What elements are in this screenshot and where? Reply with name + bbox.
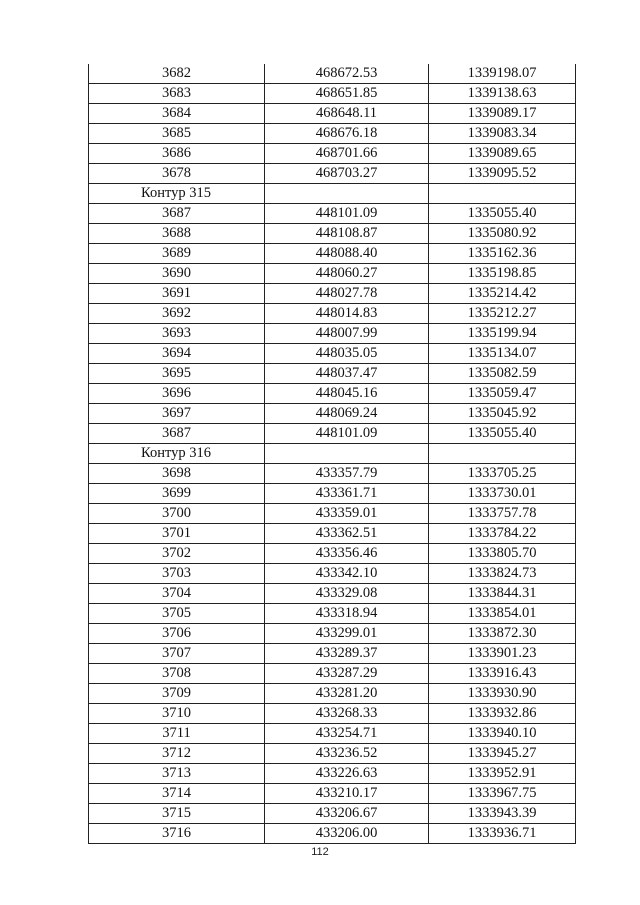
y-coordinate-cell: 1335082.59: [429, 364, 576, 384]
x-coordinate-cell: 468701.66: [265, 144, 429, 164]
point-number-cell: 3692: [89, 304, 265, 324]
y-coordinate-cell: 1333901.23: [429, 644, 576, 664]
x-coordinate-cell: 433236.52: [265, 744, 429, 764]
y-coordinate-cell: 1335045.92: [429, 404, 576, 424]
y-coordinate-cell: 1333844.31: [429, 584, 576, 604]
coordinates-table-body: [89, 64, 576, 844]
y-coordinate-cell: 1333930.90: [429, 684, 576, 704]
y-coordinate-cell: 1335134.07: [429, 344, 576, 364]
table-row: [89, 544, 576, 564]
y-coordinate-cell: 1339095.52: [429, 164, 576, 184]
table-row: [89, 304, 576, 324]
point-number-cell: 3682: [89, 64, 265, 84]
contour-header-row: [89, 184, 576, 204]
point-number-cell: 3687: [89, 424, 265, 444]
empty-cell: [429, 184, 576, 204]
table-row: [89, 524, 576, 544]
table-row: [89, 84, 576, 104]
table-row: [89, 264, 576, 284]
empty-cell: [265, 444, 429, 464]
y-coordinate-cell: 1333872.30: [429, 624, 576, 644]
table-row: [89, 164, 576, 184]
contour-header-row: [89, 444, 576, 464]
empty-cell: [429, 444, 576, 464]
point-number-cell: 3696: [89, 384, 265, 404]
x-coordinate-cell: 448069.24: [265, 404, 429, 424]
y-coordinate-cell: 1333705.25: [429, 464, 576, 484]
table-row: [89, 504, 576, 524]
table-row: [89, 64, 576, 84]
y-coordinate-cell: 1335198.85: [429, 264, 576, 284]
table-row: [89, 204, 576, 224]
point-number-cell: 3715: [89, 804, 265, 824]
x-coordinate-cell: 433357.79: [265, 464, 429, 484]
point-number-cell: 3707: [89, 644, 265, 664]
y-coordinate-cell: 1333943.39: [429, 804, 576, 824]
table-row: [89, 384, 576, 404]
table-row: [89, 824, 576, 844]
y-coordinate-cell: 1333945.27: [429, 744, 576, 764]
table-row: [89, 484, 576, 504]
table-row: [89, 124, 576, 144]
table-row: [89, 604, 576, 624]
table-row: [89, 464, 576, 484]
x-coordinate-cell: 433356.46: [265, 544, 429, 564]
point-number-cell: 3706: [89, 624, 265, 644]
x-coordinate-cell: 433361.71: [265, 484, 429, 504]
table-row: [89, 584, 576, 604]
x-coordinate-cell: 448101.09: [265, 424, 429, 444]
table-row: [89, 684, 576, 704]
y-coordinate-cell: 1335055.40: [429, 424, 576, 444]
table-row: [89, 644, 576, 664]
table-row: [89, 564, 576, 584]
point-number-cell: 3704: [89, 584, 265, 604]
point-number-cell: 3695: [89, 364, 265, 384]
x-coordinate-cell: 433210.17: [265, 784, 429, 804]
table-row: [89, 344, 576, 364]
table-row: [89, 784, 576, 804]
y-coordinate-cell: 1333757.78: [429, 504, 576, 524]
x-coordinate-cell: 448101.09: [265, 204, 429, 224]
table-row: [89, 284, 576, 304]
y-coordinate-cell: 1339089.17: [429, 104, 576, 124]
x-coordinate-cell: 433206.00: [265, 824, 429, 844]
point-number-cell: 3716: [89, 824, 265, 844]
point-number-cell: 3709: [89, 684, 265, 704]
point-number-cell: 3714: [89, 784, 265, 804]
point-number-cell: 3703: [89, 564, 265, 584]
table-row: [89, 744, 576, 764]
x-coordinate-cell: 448035.05: [265, 344, 429, 364]
x-coordinate-cell: 433254.71: [265, 724, 429, 744]
contour-label: Контур 316: [89, 444, 265, 464]
point-number-cell: 3701: [89, 524, 265, 544]
y-coordinate-cell: 1339138.63: [429, 84, 576, 104]
y-coordinate-cell: 1335199.94: [429, 324, 576, 344]
y-coordinate-cell: 1333824.73: [429, 564, 576, 584]
y-coordinate-cell: 1335212.27: [429, 304, 576, 324]
table-row: [89, 764, 576, 784]
x-coordinate-cell: 448014.83: [265, 304, 429, 324]
y-coordinate-cell: 1335059.47: [429, 384, 576, 404]
point-number-cell: 3690: [89, 264, 265, 284]
y-coordinate-cell: 1339089.65: [429, 144, 576, 164]
point-number-cell: 3678: [89, 164, 265, 184]
point-number-cell: 3684: [89, 104, 265, 124]
x-coordinate-cell: 433329.08: [265, 584, 429, 604]
x-coordinate-cell: 433359.01: [265, 504, 429, 524]
x-coordinate-cell: 448045.16: [265, 384, 429, 404]
point-number-cell: 3686: [89, 144, 265, 164]
coordinates-table: [88, 64, 576, 844]
y-coordinate-cell: 1335214.42: [429, 284, 576, 304]
table-row: [89, 804, 576, 824]
y-coordinate-cell: 1339083.34: [429, 124, 576, 144]
x-coordinate-cell: 448108.87: [265, 224, 429, 244]
table-row: [89, 424, 576, 444]
x-coordinate-cell: 468648.11: [265, 104, 429, 124]
x-coordinate-cell: 433299.01: [265, 624, 429, 644]
point-number-cell: 3697: [89, 404, 265, 424]
table-row: [89, 324, 576, 344]
table-row: [89, 704, 576, 724]
y-coordinate-cell: 1333730.01: [429, 484, 576, 504]
point-number-cell: 3694: [89, 344, 265, 364]
table-row: [89, 664, 576, 684]
y-coordinate-cell: 1333940.10: [429, 724, 576, 744]
x-coordinate-cell: 448060.27: [265, 264, 429, 284]
x-coordinate-cell: 448037.47: [265, 364, 429, 384]
x-coordinate-cell: 468676.18: [265, 124, 429, 144]
table-row: [89, 624, 576, 644]
x-coordinate-cell: 433289.37: [265, 644, 429, 664]
point-number-cell: 3691: [89, 284, 265, 304]
y-coordinate-cell: 1339198.07: [429, 64, 576, 84]
y-coordinate-cell: 1333805.70: [429, 544, 576, 564]
y-coordinate-cell: 1335055.40: [429, 204, 576, 224]
table-row: [89, 404, 576, 424]
table-row: [89, 144, 576, 164]
point-number-cell: 3688: [89, 224, 265, 244]
x-coordinate-cell: 468651.85: [265, 84, 429, 104]
table-row: [89, 724, 576, 744]
point-number-cell: 3687: [89, 204, 265, 224]
y-coordinate-cell: 1333952.91: [429, 764, 576, 784]
x-coordinate-cell: 433342.10: [265, 564, 429, 584]
point-number-cell: 3711: [89, 724, 265, 744]
table-row: [89, 364, 576, 384]
y-coordinate-cell: 1335080.92: [429, 224, 576, 244]
point-number-cell: 3700: [89, 504, 265, 524]
x-coordinate-cell: 468672.53: [265, 64, 429, 84]
x-coordinate-cell: 433281.20: [265, 684, 429, 704]
y-coordinate-cell: 1333932.86: [429, 704, 576, 724]
x-coordinate-cell: 448088.40: [265, 244, 429, 264]
table-row: [89, 104, 576, 124]
point-number-cell: 3708: [89, 664, 265, 684]
x-coordinate-cell: 433226.63: [265, 764, 429, 784]
x-coordinate-cell: 433268.33: [265, 704, 429, 724]
point-number-cell: 3713: [89, 764, 265, 784]
x-coordinate-cell: 433362.51: [265, 524, 429, 544]
x-coordinate-cell: 448027.78: [265, 284, 429, 304]
x-coordinate-cell: 433206.67: [265, 804, 429, 824]
point-number-cell: 3710: [89, 704, 265, 724]
y-coordinate-cell: 1335162.36: [429, 244, 576, 264]
y-coordinate-cell: 1333784.22: [429, 524, 576, 544]
table-row: [89, 224, 576, 244]
table-row: [89, 244, 576, 264]
y-coordinate-cell: 1333854.01: [429, 604, 576, 624]
point-number-cell: 3698: [89, 464, 265, 484]
x-coordinate-cell: 468703.27: [265, 164, 429, 184]
point-number-cell: 3693: [89, 324, 265, 344]
y-coordinate-cell: 1333936.71: [429, 824, 576, 844]
y-coordinate-cell: 1333967.75: [429, 784, 576, 804]
contour-label: Контур 315: [89, 184, 265, 204]
x-coordinate-cell: 433318.94: [265, 604, 429, 624]
x-coordinate-cell: 448007.99: [265, 324, 429, 344]
point-number-cell: 3705: [89, 604, 265, 624]
page-number: 112: [311, 846, 329, 858]
point-number-cell: 3712: [89, 744, 265, 764]
point-number-cell: 3683: [89, 84, 265, 104]
point-number-cell: 3689: [89, 244, 265, 264]
x-coordinate-cell: 433287.29: [265, 664, 429, 684]
point-number-cell: 3699: [89, 484, 265, 504]
point-number-cell: 3685: [89, 124, 265, 144]
empty-cell: [265, 184, 429, 204]
y-coordinate-cell: 1333916.43: [429, 664, 576, 684]
point-number-cell: 3702: [89, 544, 265, 564]
